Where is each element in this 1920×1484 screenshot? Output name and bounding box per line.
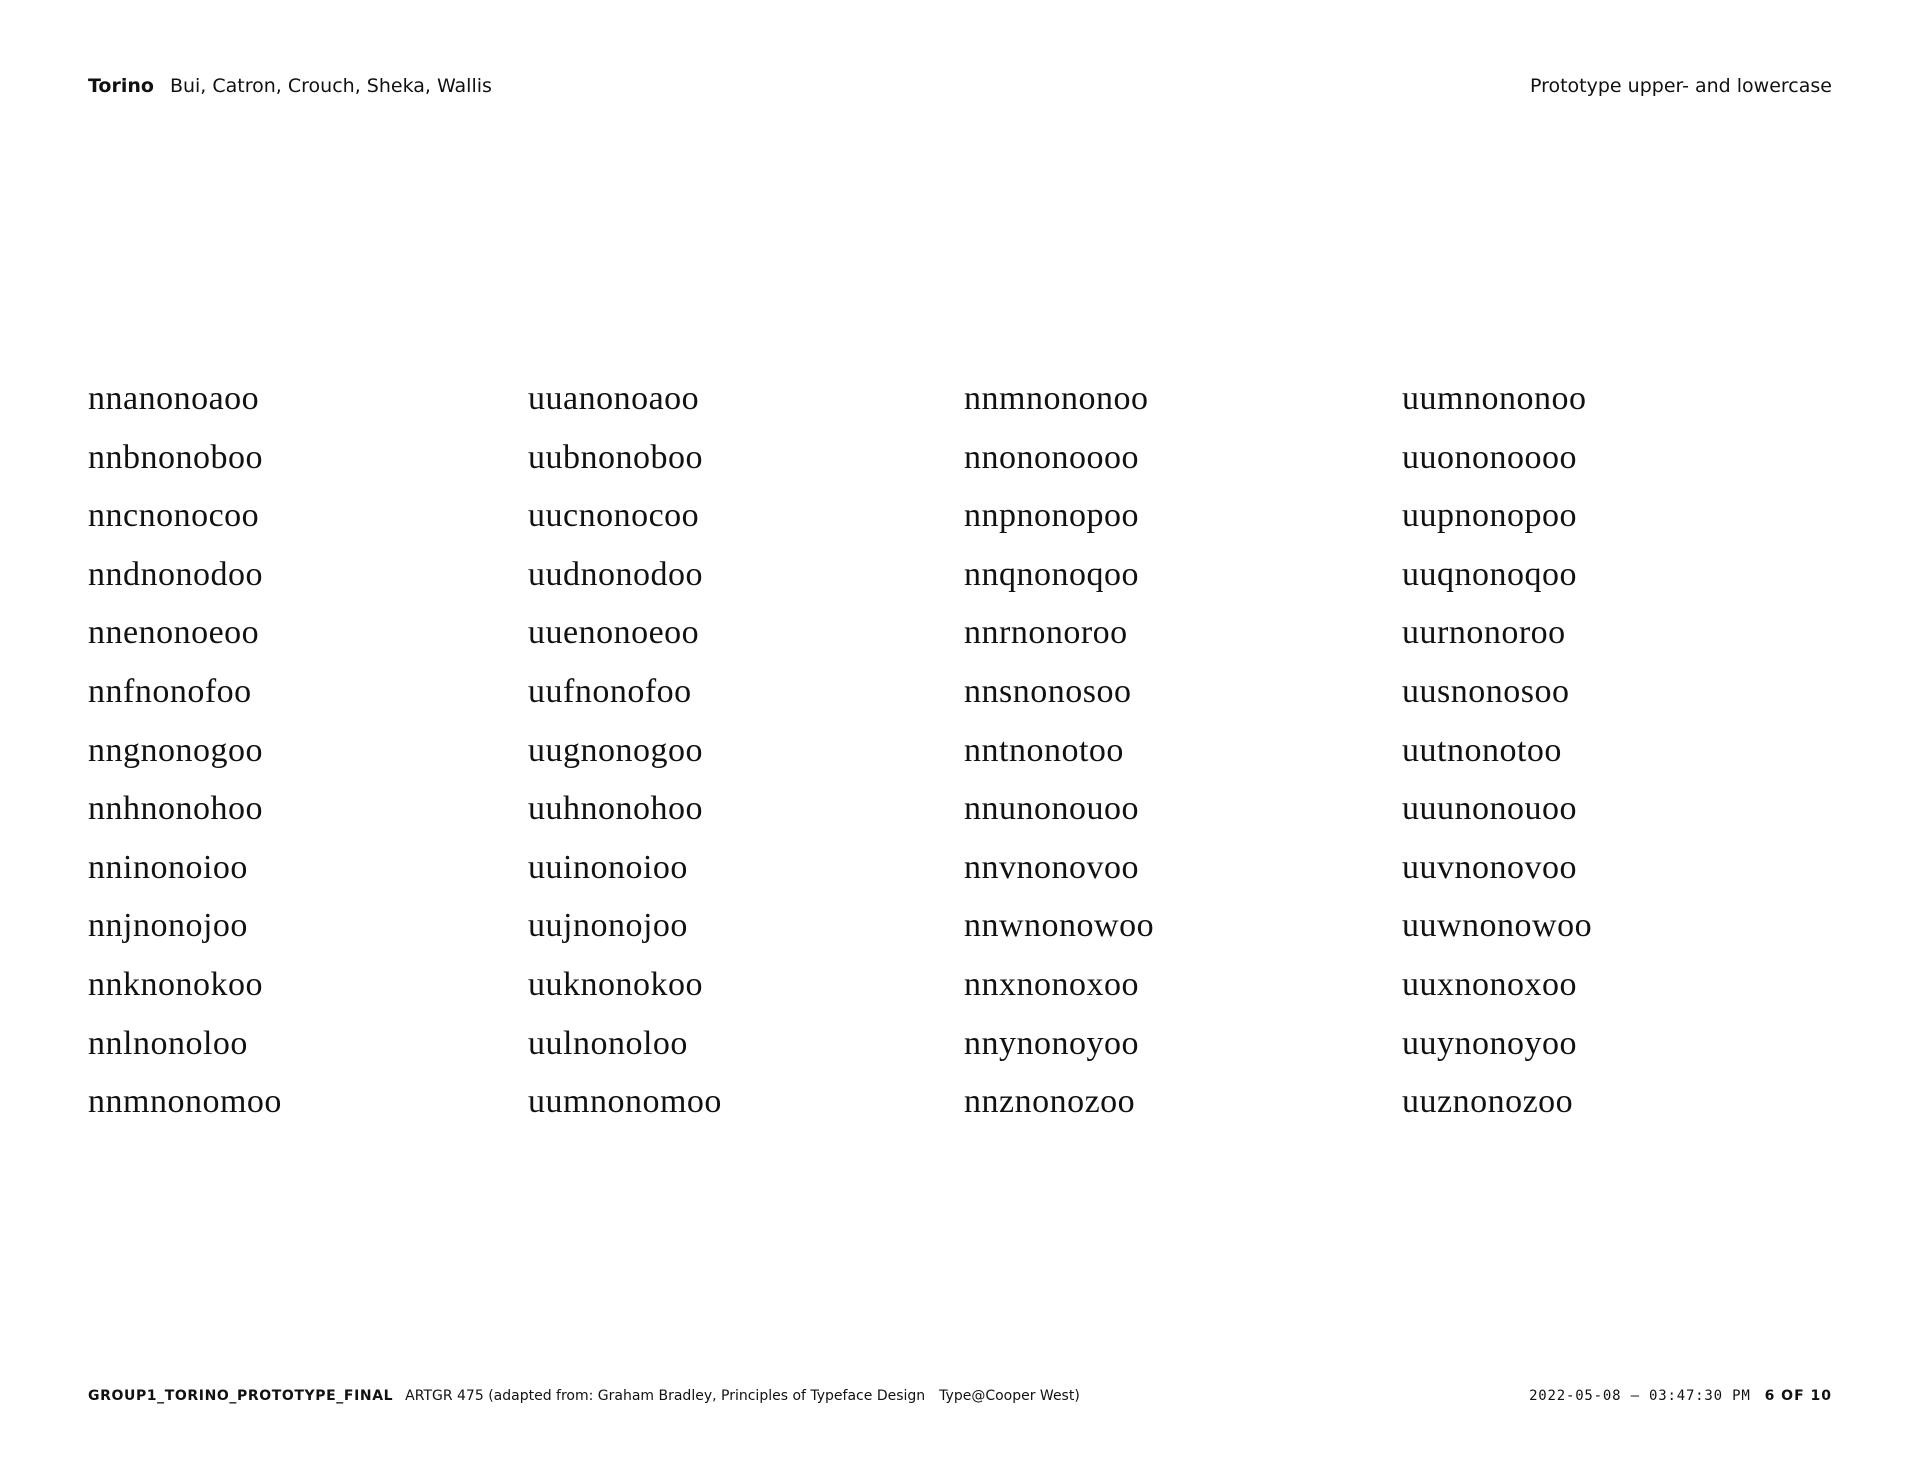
specimen-line: uugnonogoo [528, 731, 703, 769]
specimen-line: uujnonojoo [528, 907, 688, 945]
specimen-line: nncnonocoo [88, 497, 260, 535]
page-footer [88, 1384, 1832, 1408]
course-info: ARTGR 475 (adapted from: Graham Bradley, Principles of Typeface Design [405, 1388, 926, 1404]
specimen-line: nnknonokoo [88, 965, 263, 1003]
specimen-line: nnononoooo [964, 438, 1139, 476]
specimen-column-1 [88, 370, 282, 1132]
footer-left [88, 1384, 1080, 1408]
specimen-line: nnbnonoboo [88, 438, 263, 476]
specimen-line: nndnonodoo [88, 555, 263, 593]
header-left [88, 71, 492, 101]
specimen-line: nnhnonohoo [88, 790, 263, 828]
specimen-line: nnsnonosoo [964, 672, 1132, 710]
specimen-line: nnunonouoo [964, 790, 1139, 828]
specimen-line: nnxnonoxoo [964, 965, 1139, 1003]
specimen-line: uutnonotoo [1402, 731, 1562, 769]
specimen-line: uucnonocoo [528, 497, 700, 535]
specimen-line: nntnonotoo [964, 731, 1124, 769]
specimen-line: nnqnonoqoo [964, 555, 1139, 593]
specimen-line: nnwnonowoo [964, 907, 1155, 945]
specimen-column-4 [1402, 370, 1592, 1132]
document-title: Torino [88, 75, 154, 97]
specimen-line: uuinonoioo [528, 848, 688, 886]
specimen-line: uurnonoroo [1402, 614, 1566, 652]
specimen-line: nnynonoyoo [964, 1024, 1139, 1062]
specimen-line: uumnonomoo [528, 1083, 722, 1121]
specimen-line: uubnonoboo [528, 438, 703, 476]
timestamp: 2022-05-08 — 03:47:30 PM [1529, 1388, 1751, 1404]
specimen-line: uumnononoo [1402, 380, 1587, 417]
specimen-line: uusnonosoo [1402, 672, 1570, 710]
specimen-line: uudnonodoo [528, 555, 703, 593]
specimen-line: nnfnonofoo [88, 672, 252, 710]
specimen-line: uufnonofoo [528, 672, 692, 710]
specimen-line: uuznonozoo [1402, 1083, 1574, 1121]
specimen-line: uuknonokoo [528, 965, 703, 1003]
specimen-line: nnmnonomoo [88, 1083, 282, 1121]
specimen-line: uuononoooo [1402, 438, 1577, 476]
footer-right [1529, 1384, 1832, 1408]
specimen-grid [88, 370, 1848, 1130]
specimen-line: nnvnonovoo [964, 848, 1139, 886]
specimen-column-2 [528, 370, 722, 1132]
specimen-line: nnmnononoo [964, 380, 1149, 417]
specimen-line: uuwnonowoo [1402, 907, 1593, 945]
specimen-line: nnlnonoloo [88, 1024, 248, 1062]
author-list: Bui, Catron, Crouch, Sheka, Wallis [169, 75, 492, 97]
specimen-line: nnznonozoo [964, 1083, 1136, 1121]
specimen-line: uuqnonoqoo [1402, 555, 1577, 593]
page-number: 6 OF 10 [1764, 1388, 1832, 1404]
specimen-line: nnrnonoroo [964, 614, 1128, 652]
specimen-line: uulnonoloo [528, 1024, 688, 1062]
specimen-line: nnjnonojoo [88, 907, 248, 945]
specimen-line: nninonoioo [88, 848, 248, 886]
specimen-line: nngnonogoo [88, 731, 263, 769]
specimen-line: uuxnonoxoo [1402, 965, 1577, 1003]
specimen-line: uuynonoyoo [1402, 1024, 1577, 1062]
specimen-line: uuhnonohoo [528, 790, 703, 828]
specimen-line: uupnonopoo [1402, 497, 1577, 535]
specimen-line: nnanonoaoo [88, 380, 260, 417]
specimen-column-3 [964, 370, 1154, 1132]
type-credit: Type@Cooper West) [939, 1388, 1080, 1404]
page-header [88, 71, 1832, 101]
specimen-line: nnpnonopoo [964, 497, 1139, 535]
specimen-line: nnenonoeoo [88, 614, 260, 652]
specimen-line: uuenonoeoo [528, 614, 700, 652]
specimen-line: uuunonouoo [1402, 790, 1577, 828]
specimen-line: uuvnonovoo [1402, 848, 1577, 886]
specimen-line: uuanonoaoo [528, 380, 700, 417]
file-name: GROUP1_TORINO_PROTOTYPE_FINAL [88, 1388, 394, 1404]
document-subtitle: Prototype upper- and lowercase [1529, 75, 1832, 97]
